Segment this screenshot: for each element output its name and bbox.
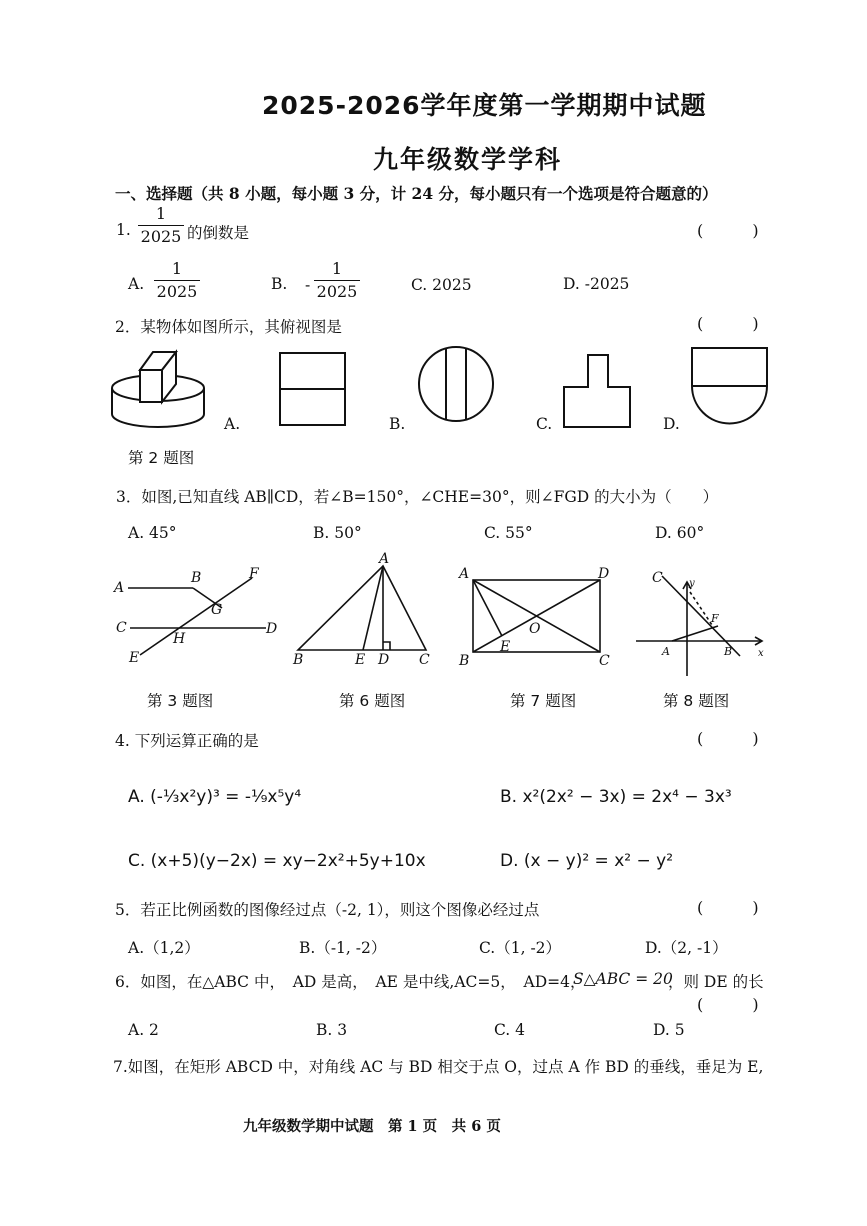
q1-b-den: 2025 — [316, 282, 358, 301]
fig7-label-c: C — [599, 653, 610, 669]
q4-option-d[interactable]: D. (x − y)² = x² − y² — [500, 851, 674, 871]
fig7-caption: 第 7 题图 — [510, 692, 577, 710]
fig7-diagram — [473, 580, 600, 652]
q1-option-c[interactable]: C. 2025 — [411, 276, 472, 294]
section-heading: 一、选择题（共 8 小题，每小题 3 分，计 24 分，每小题只有一个选项是符合题意的） — [115, 184, 718, 203]
q2-text: 2．某物体如图所示，其俯视图是 — [115, 318, 342, 336]
exam-title: 2025-2026学年度第一学期期中试题 — [262, 91, 707, 120]
fig3-label-g: G — [211, 602, 223, 618]
q5-option-c[interactable]: C.（1, -2） — [479, 939, 562, 957]
fig6-caption: 第 6 题图 — [339, 692, 406, 710]
q1-frac-den: 2025 — [140, 227, 182, 246]
q2-option-a[interactable]: A. — [224, 415, 241, 433]
fig3-diagram — [128, 578, 266, 655]
q1-answer-paren[interactable]: ( ) — [697, 221, 781, 240]
fig6-label-b: B — [293, 652, 304, 668]
fig8-label-a: A — [662, 645, 670, 658]
q1-option-b-label[interactable]: B. — [271, 275, 288, 293]
q6-area: S△ABC = 20 — [573, 970, 673, 988]
q5-option-a[interactable]: A.（1,2） — [128, 939, 200, 957]
q1-frac-num: 1 — [155, 204, 167, 223]
q6-option-a[interactable]: A. 2 — [128, 1021, 159, 1039]
q5-option-d[interactable]: D.（2, -1） — [645, 939, 728, 957]
fig3-label-d: D — [266, 621, 278, 637]
exam-subtitle: 九年级数学学科 — [373, 145, 563, 174]
fig8-label-y: y — [689, 578, 695, 589]
fig7-label-a: A — [459, 566, 470, 582]
fig6-label-a: A — [379, 551, 390, 567]
fig8-label-b: B — [724, 645, 733, 658]
fig3-labels — [112, 566, 277, 666]
q1-b-num: 1 — [331, 259, 343, 278]
q4-option-c[interactable]: C. (x+5)(y−2x) = xy−2x²+5y+10x — [128, 851, 426, 871]
q6-option-c[interactable]: C. 4 — [494, 1021, 526, 1039]
fig8-diagram — [636, 576, 762, 676]
q5-option-b[interactable]: B.（-1, -2） — [299, 939, 387, 957]
q5-answer-paren[interactable]: ( ) — [697, 898, 781, 917]
fig8-label-x: x — [758, 648, 764, 659]
fig6-label-e: E — [355, 652, 366, 668]
q1-a-num: 1 — [171, 259, 183, 278]
fig3-label-f: F — [249, 566, 259, 582]
q5-text: 5．若正比例函数的图像经过点（-2, 1），则这个图像必经过点 — [115, 901, 540, 919]
fig6-label-c: C — [419, 652, 430, 668]
q4-answer-paren[interactable]: ( ) — [697, 729, 781, 748]
q6-option-d[interactable]: D. 5 — [653, 1021, 685, 1039]
q3-option-a[interactable]: A. 45° — [128, 524, 177, 542]
q4-option-a[interactable]: A. (-⅓x²y)³ = -¹⁄₉x⁵y⁴ — [128, 787, 302, 807]
q2-option-c[interactable]: C. — [536, 415, 553, 433]
q1-text: 的倒数是 — [187, 224, 250, 242]
q3-option-d[interactable]: D. 60° — [655, 524, 705, 542]
q3-option-c[interactable]: C. 55° — [484, 524, 533, 542]
fig7-label-e: E — [500, 639, 511, 655]
fig6-diagram — [298, 566, 426, 650]
q6-tail: ，则 DE 的长 — [668, 973, 764, 991]
q7-text: 7.如图，在矩形 ABCD 中，对角线 AC 与 BD 相交于点 O，过点 A 作 BD 的垂线，垂足为 E, — [113, 1058, 764, 1076]
q2-caption: 第 2 题图 — [128, 449, 195, 467]
q2-answer-paren[interactable]: ( ) — [697, 314, 781, 333]
q1-a-den: 2025 — [156, 282, 198, 301]
q4-text: 4. 下列运算正确的是 — [115, 732, 259, 750]
fig3-label-e: E — [129, 650, 140, 666]
fig8-label-f: F — [711, 612, 719, 625]
fig7-label-b: B — [459, 653, 470, 669]
q3-text: 3．如图,已知直线 AB∥CD，若∠B=150°，∠CHE=30°，则∠FGD 的大小为（ ） — [116, 488, 719, 506]
q6-answer-paren[interactable]: ( ) — [697, 995, 781, 1014]
fig3-label-b: B — [191, 570, 202, 586]
q4-option-b[interactable]: B. x²(2x² − 3x) = 2x⁴ − 3x³ — [500, 787, 732, 807]
q1-option-b-sign: - — [305, 276, 311, 294]
fig8-label-c: C — [652, 570, 663, 586]
q1-number: 1. — [116, 221, 131, 239]
fig7-label-d: D — [598, 566, 610, 582]
q1-option-a-label[interactable]: A. — [128, 275, 145, 293]
q6-option-b[interactable]: B. 3 — [316, 1021, 348, 1039]
fig3-label-h: H — [173, 631, 186, 647]
q1-option-d[interactable]: D. -2025 — [563, 275, 630, 293]
q2-option-b[interactable]: B. — [389, 415, 406, 433]
q2-option-d[interactable]: D. — [663, 415, 680, 433]
fig3-label-a: A — [114, 580, 125, 596]
q6-text: 6．如图，在△ABC 中， AD 是高， AE 是中线,AC=5， AD=4， — [115, 973, 586, 991]
fig7-label-o: O — [529, 621, 541, 637]
page-footer: 九年级数学期中试题 第 1 页 共 6 页 — [243, 1118, 501, 1135]
fig8-caption: 第 8 题图 — [663, 692, 730, 710]
fig6-label-d: D — [378, 652, 390, 668]
fig3-label-c: C — [116, 620, 127, 636]
fig3-caption: 第 3 题图 — [147, 692, 214, 710]
q3-option-b[interactable]: B. 50° — [313, 524, 362, 542]
